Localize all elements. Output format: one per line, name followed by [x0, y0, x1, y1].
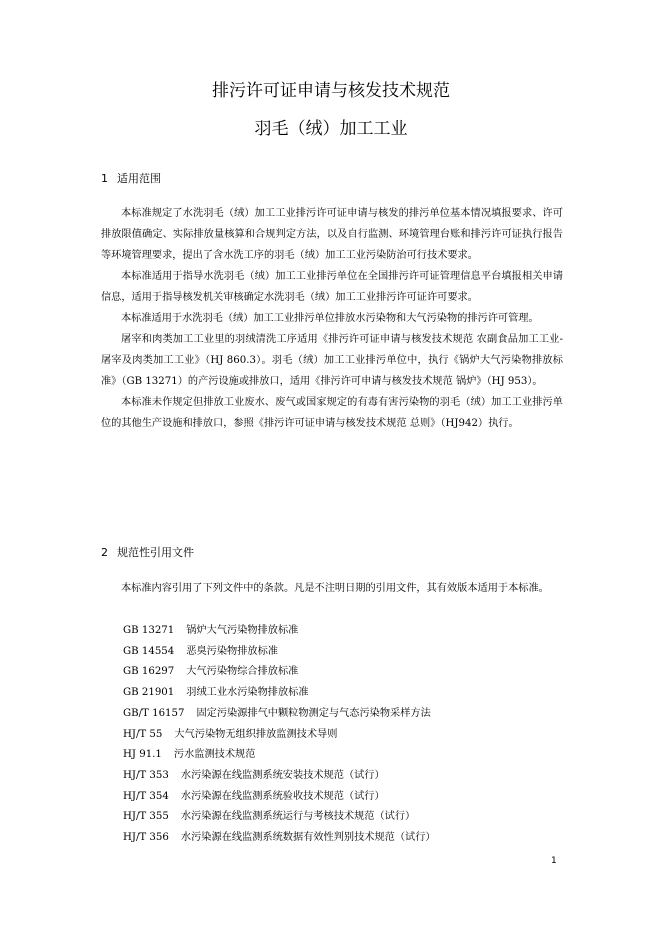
- reference-code: GB 21901: [123, 687, 175, 699]
- section-number: 1: [101, 172, 108, 185]
- paragraph: 本标准适用于水洗羽毛（绒）加工工业排污单位排放水污染物和大气污染物的排污许可管理。: [121, 313, 539, 324]
- reference-code: HJ/T 55: [123, 728, 163, 740]
- paragraph: 屠宰和肉类加工工业里的羽绒清洗工序适用《排污许可证申请与核发技术规范 农副食品加工工业-屠宰及肉类加工工业》（HJ 860.3）。羽毛（绒）加工工业排污单位中，执行《锅炉大气污染物排放标准》（GB 13271）的产污设施或排放口，适用《排污许可申请与核发技术规范 锅炉》（HJ 953）。: [101, 334, 563, 387]
- reference-name: 大气污染物无组织排放监测技术导则: [174, 728, 338, 740]
- reference-code: GB 16297: [123, 666, 175, 678]
- reference-code: GB/T 16157: [123, 707, 185, 719]
- reference-item: [123, 745, 436, 766]
- paragraph: 本标准内容引用了下列文件中的条款。凡是不注明日期的引用文件，其有效版本适用于本标准。: [121, 583, 549, 594]
- reference-list: [123, 621, 436, 849]
- reference-name: 大气污染物综合排放标准: [186, 666, 299, 678]
- reference-item: [123, 642, 436, 663]
- reference-name: 羽绒工业水污染物排放标准: [186, 687, 309, 699]
- section-heading-scope: [101, 171, 161, 187]
- reference-code: HJ/T 353: [123, 769, 169, 781]
- section-body-references: [101, 578, 563, 599]
- section-heading-normative-references: [101, 545, 194, 561]
- reference-code: HJ/T 355: [123, 811, 169, 823]
- reference-name: 恶臭污染物排放标准: [186, 645, 278, 657]
- reference-name: 水污染源在线监测系统运行与考核技术规范（试行）: [180, 811, 416, 823]
- section-title: 规范性引用文件: [117, 546, 194, 559]
- reference-code: GB 14554: [123, 645, 175, 657]
- reference-name: 污水监测技术规范: [173, 749, 256, 761]
- paragraph: 本标准规定了水洗羽毛（绒）加工工业排污许可证申请与核发的排污单位基本情况填报要求、许可排放限值确定、实际排放量核算和合规判定方法，以及自行监测、环境管理台账和排污许可证执行报告等环境管理要求，提出了含水洗工序的羽毛（绒）加工工业污染防治可行技术要求。: [101, 208, 563, 261]
- reference-code: HJ/T 356: [123, 832, 169, 844]
- page-number: 1: [551, 856, 557, 866]
- reference-item: [123, 807, 436, 828]
- reference-item: [123, 683, 436, 704]
- reference-code: GB 13271: [123, 625, 175, 636]
- section-body-scope: [101, 203, 563, 434]
- reference-item: [123, 766, 436, 787]
- reference-name: 锅炉大气污染物排放标准: [186, 625, 299, 636]
- reference-name: 固定污染源排气中颗粒物测定与气态污染物采样方法: [196, 707, 431, 719]
- reference-name: 水污染源在线监测系统数据有效性判别技术规范（试行）: [180, 832, 436, 844]
- section-number: 2: [101, 546, 108, 559]
- section-title: 适用范围: [117, 172, 161, 185]
- reference-item: [123, 621, 436, 642]
- reference-name: 水污染源在线监测系统验收技术规范（试行）: [180, 790, 385, 802]
- reference-item: [123, 662, 436, 683]
- reference-code: HJ/T 354: [123, 790, 169, 802]
- paragraph: 本标准适用于指导水洗羽毛（绒）加工工业排污单位在全国排污许可证管理信息平台填报相关申请信息，适用于指导核发机关审核确定水洗羽毛（绒）加工工业排污许可证许可要求。: [101, 271, 563, 303]
- reference-item: [123, 704, 436, 725]
- reference-name: 水污染源在线监测系统安装技术规范（试行）: [180, 769, 385, 781]
- reference-item: [123, 725, 436, 746]
- reference-item: [123, 828, 436, 849]
- document-title: 排污许可证申请与核发技术规范: [212, 81, 450, 101]
- document-subtitle: 羽毛（绒）加工工业: [254, 119, 408, 139]
- reference-item: [123, 787, 436, 808]
- reference-code: HJ 91.1: [123, 749, 162, 761]
- paragraph: 本标准未作规定但排放工业废水、废气或国家规定的有毒有害污染物的羽毛（绒）加工工业排污单位的其他生产设施和排放口，参照《排污许可证申请与核发技术规范 总则》（HJ942）执行。: [101, 397, 563, 429]
